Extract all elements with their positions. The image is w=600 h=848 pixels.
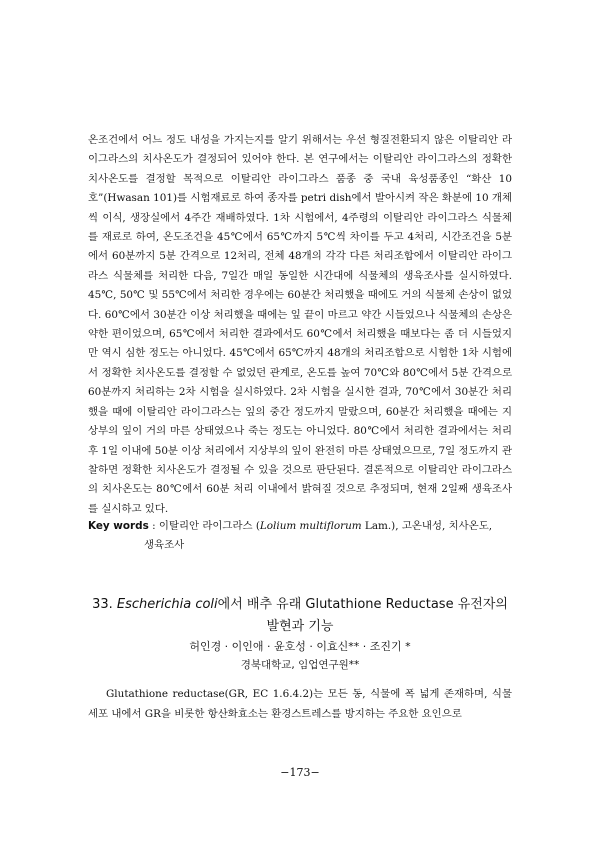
section-species: Escherichia coli	[116, 597, 218, 612]
keywords-post: Lam.), 고온내성, 치사온도,	[361, 520, 493, 532]
section-title-line-1	[60, 594, 540, 616]
section-title-rest: 에서 배추 유래 Glutathione Reductase 유전자의	[217, 597, 508, 612]
page-number: −173−	[280, 766, 320, 779]
keywords-line-1	[88, 517, 512, 536]
abstract-paragraph: Glutathione reductase(GR, EC 1.6.4.2)는 모든 동, 식물에 폭 넓게 존재하며, 식물 세포 내에서 GR을 비롯한 항산화효소는 환경스트레스를 방지하는 주요한 요인으로	[88, 688, 512, 720]
section-affiliation: 경북대학교, 임업연구원**	[240, 659, 360, 671]
keywords-separator: :	[148, 520, 159, 532]
keywords-latin-name: Lolium multiflorum	[259, 520, 362, 532]
section-authors: 허인경 · 이인애 · 윤호성 · 이효신** · 조진기 *	[189, 640, 411, 653]
section-title-line-2: 발현과 기능	[266, 619, 334, 634]
keywords-block	[88, 517, 512, 556]
keywords-pre: 이탈리안 라이그라스 (	[158, 520, 260, 532]
section-number: 33.	[92, 597, 113, 612]
section-title	[60, 594, 540, 638]
body-paragraph-text: 온조건에서 어느 정도 내성을 가지는지를 알기 위해서는 우선 형질전환되지 않은 이탈리안 라이그라스의 치사온도가 결정되어 있어야 한다. 본 연구에서는 이탈리안 라이그라스의 정확한 치사온도를 결정할 목적으로 이탈리안 라이그라스 품종 중 국내 육성품종인 “화산 10호”(Hwasan 101)를 시험재료로 하여 종자를 petri dish에서 발아시켜 작은 화분에 10 개체씩 이식, 생장실에서 4주간 재배하였다. 1차 시험에서, 4주령의 이탈리안 라이그라스 식물체를 재료로 하여, 온도조건을 45℃에서 65℃까지 5℃씩 차이를 두고 4처리, 시간조건을 5분에서 60분까지 5분 간격으로 12처리, 전체 48개의 각각 다른 처리조합에서 이탈리안 라이그라스 식물체를 처리한 다음, 7일간 매일 동일한 시간대에 식물체의 생육조사를 실시하였다. 45℃, 50℃ 및 55℃에서 처리한 경우에는 60분간 처리했을 때에도 거의 식물체 손상이 없었다. 60℃에서 30분간 이상 처리했을 때에는 잎 끝이 마르고 약간 시들었으나 식물체의 손상은 약한 편이었으며, 65℃에서 처리한 결과에서도 60℃에서 처리했을 때보다는 좀 더 시들었지만 역시 심한 정도는 아니었다. 45℃에서 65℃까지 48개의 처리조합으로 시험한 1차 시험에서 정확한 치사온도를 결정할 수 없었던 관계로, 온도를 높여 70℃와 80℃에서 5분 간격으로 60분까지 처리하는 2차 시험을 실시하였다. 2차 시험을 실시한 결과, 70℃에서 30분간 처리했을 때에 이탈리안 라이그라스는 잎의 중간 정도까지 말랐으며, 60분간 처리했을 때에는 지상부의 잎이 거의 마른 상태였으나 죽는 정도는 아니었다. 80℃에서 처리한 결과에서는 처리 후 1일 이내에 50분 이상 처리에서 지상부의 잎이 완전히 마른 상태였으므로, 7일 정도까지 관찰하면 정확한 치사온도가 결정될 수 있을 것으로 판단된다. 결론적으로 이탈리안 라이그라스의 치사온도는 80℃에서 60분 처리 이내에서 밝혀질 것으로 추정되며, 현재 2일째 생육조사를 실시하고 있다.	[88, 134, 512, 515]
body-paragraph	[88, 131, 512, 519]
keywords-label: Key words	[88, 520, 149, 532]
keywords-line-2: 생육조사	[144, 539, 185, 552]
